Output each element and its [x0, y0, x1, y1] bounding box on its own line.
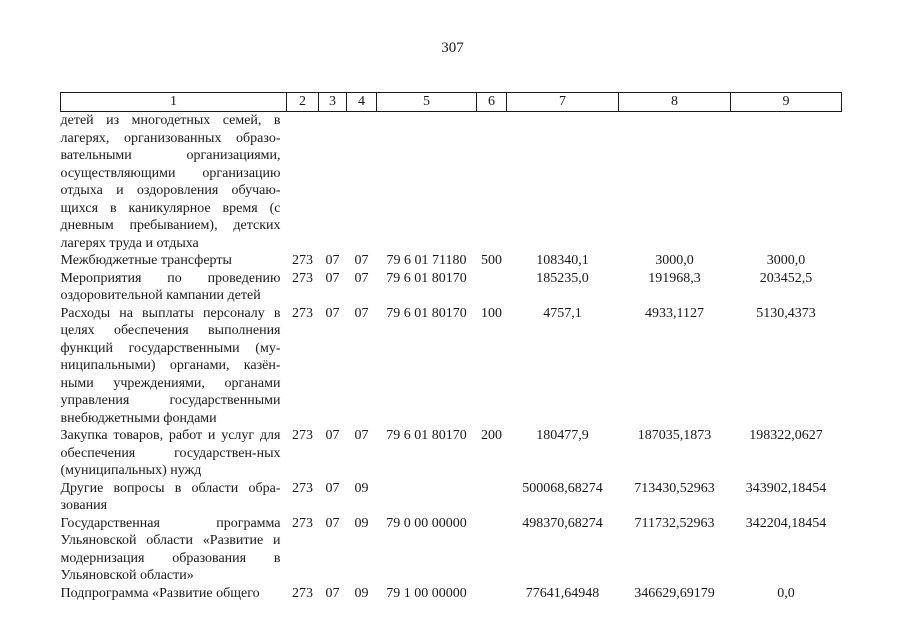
table-row [61, 112, 842, 253]
code-cell: 79 6 01 71180 [386, 253, 467, 268]
column-header: 8 [619, 93, 731, 112]
amount-cell: 203452,5 [759, 270, 813, 286]
amount-cell: 191968,3 [648, 270, 701, 286]
row-name-cell: Расходы на выплаты персоналу в целях обеспечения выполнения функций государственными (му-ниципальными) органами, казён-ными учреждениями, органами управления государственными внебюджетными фондами [60, 305, 281, 426]
code-cell [347, 112, 377, 253]
table-row [61, 270, 842, 305]
amount-cell: 346629,69179 [634, 585, 715, 601]
code-cell: 273 [292, 585, 313, 601]
amount-cell: 343902,18454 [745, 480, 827, 496]
amount-cell [507, 112, 619, 253]
code-cell: 79 6 01 80170 [386, 270, 467, 286]
table-row [61, 252, 842, 270]
column-header: 4 [347, 93, 377, 112]
code-cell: 07 [354, 428, 369, 443]
table-row [61, 515, 842, 585]
table-row [61, 480, 842, 515]
code-cell [377, 480, 477, 515]
table-row [61, 305, 842, 428]
column-header: 3 [319, 93, 347, 112]
amount-cell: 185235,0 [536, 270, 589, 286]
amount-cell: 198322,0627 [749, 428, 823, 443]
amount-cell: 4933,1127 [645, 305, 704, 321]
code-cell: 273 [292, 253, 313, 268]
amount-cell: 3000,0 [655, 253, 694, 268]
column-header: 7 [507, 93, 619, 112]
table-row [61, 427, 842, 480]
code-cell [477, 585, 507, 603]
column-header: 6 [477, 93, 507, 112]
code-cell: 07 [354, 305, 369, 321]
row-name-cell: Подпрограмма «Развитие общего [60, 585, 260, 601]
budget-table [60, 92, 842, 602]
table-row [61, 585, 842, 603]
code-cell: 273 [292, 515, 313, 531]
amount-cell: 4757,1 [543, 305, 582, 321]
code-cell: 09 [354, 585, 369, 601]
code-cell [477, 515, 507, 585]
row-name-cell: Государственная программа Ульяновской области «Развитие и модернизация образования в Ульяновской области» [60, 515, 281, 583]
code-cell: 100 [481, 305, 502, 321]
amount-cell: 77641,64948 [525, 585, 600, 601]
code-cell: 09 [354, 515, 369, 531]
code-cell: 07 [354, 253, 369, 268]
code-cell: 500 [481, 253, 502, 268]
amount-cell: 713430,52963 [634, 480, 715, 496]
code-cell: 07 [325, 428, 340, 443]
code-cell: 09 [354, 480, 369, 496]
header-row [61, 93, 842, 112]
amount-cell: 0,0 [777, 585, 795, 601]
amount-cell: 498370,68274 [522, 515, 603, 531]
code-cell: 07 [325, 305, 340, 321]
code-cell: 79 6 01 80170 [386, 428, 467, 443]
code-cell: 07 [325, 585, 340, 601]
code-cell: 273 [292, 480, 313, 496]
code-cell [319, 112, 347, 253]
row-name-cell: Закупка товаров, работ и услуг для обеспечения государствен-ных (муниципальных) нужд [60, 428, 281, 478]
column-header: 1 [61, 93, 287, 112]
amount-cell: 180477,9 [536, 428, 589, 443]
row-name-cell: Межбюджетные трансферты [60, 253, 232, 268]
column-header: 5 [377, 93, 477, 112]
amount-cell: 108340,1 [536, 253, 589, 268]
code-cell: 273 [292, 270, 313, 286]
code-cell: 79 6 01 80170 [386, 305, 467, 321]
code-cell [477, 270, 507, 305]
amount-cell: 711732,52963 [634, 515, 715, 531]
amount-cell: 5130,4373 [756, 305, 816, 321]
amount-cell: 3000,0 [766, 253, 806, 268]
page-number: 307 [441, 40, 464, 56]
code-cell: 273 [292, 305, 313, 321]
row-name-cell: детей из многодетных семей, в лагерях, организованных образо-вательными организациями, осуществляющими организацию отдыха и оздоровления обучаю-щихся в каникулярное время (с дневным пребыванием), детских лагерях труда и отдыха [60, 113, 281, 251]
code-cell: 07 [325, 515, 340, 531]
code-cell: 79 0 00 00000 [386, 515, 467, 531]
code-cell: 79 1 00 00000 [386, 585, 467, 601]
code-cell [477, 112, 507, 253]
code-cell [377, 112, 477, 253]
code-cell [477, 480, 507, 515]
code-cell: 07 [354, 270, 369, 286]
column-header: 9 [731, 93, 842, 112]
code-cell: 07 [325, 480, 340, 496]
row-name-cell: Другие вопросы в области обра-зования [60, 480, 281, 513]
amount-cell: 342204,18454 [745, 515, 827, 531]
code-cell: 200 [481, 428, 502, 443]
code-cell: 07 [325, 253, 340, 268]
amount-cell [731, 112, 842, 253]
code-cell: 07 [325, 270, 340, 286]
column-header: 2 [287, 93, 319, 112]
row-name-cell: Мероприятия по проведению оздоровительной кампании детей [60, 270, 281, 303]
amount-cell: 500068,68274 [522, 480, 603, 496]
amount-cell [619, 112, 731, 253]
amount-cell: 187035,1873 [637, 428, 712, 443]
code-cell: 273 [292, 428, 313, 443]
code-cell [287, 112, 319, 253]
